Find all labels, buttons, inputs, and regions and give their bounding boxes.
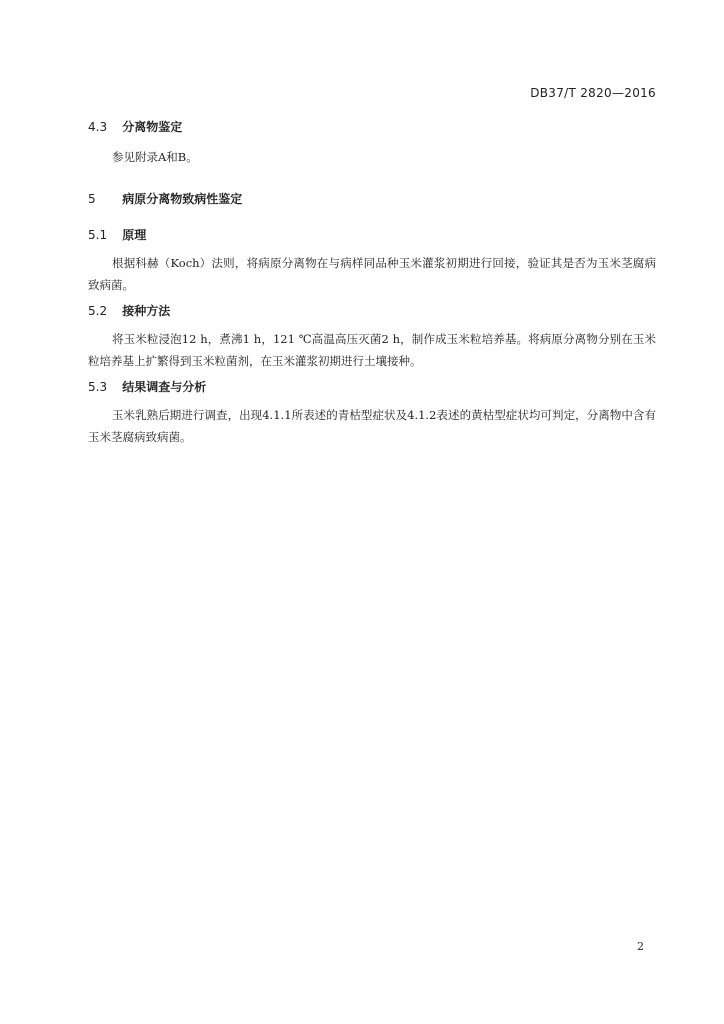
section-heading-5-1 xyxy=(88,226,656,244)
section-paragraph-5-3: 玉米乳熟后期进行调查，出现4.1.1所表述的青枯型症状及4.1.2表述的黄枯型症状均可判定，分离物中含有玉米茎腐病致病菌。 xyxy=(88,408,656,444)
section-number: 5.1 xyxy=(88,228,108,242)
section-title: 原理 xyxy=(122,228,147,242)
section-title: 结果调查与分析 xyxy=(122,380,207,394)
section-title: 病原分离物致病性鉴定 xyxy=(122,192,243,206)
section-heading-5-2 xyxy=(88,302,656,320)
section-number: 5 xyxy=(88,192,96,206)
section-heading-4-3 xyxy=(88,118,656,136)
section-number: 5.3 xyxy=(88,380,108,394)
section-title: 分离物鉴定 xyxy=(122,120,183,134)
section-number: 5.2 xyxy=(88,304,108,318)
document-body xyxy=(88,118,656,448)
document-code: DB37/T 2820—2016 xyxy=(530,86,656,100)
page-number: 2 xyxy=(637,940,644,953)
section-paragraph-5-1: 根据科赫（Koch）法则，将病原分离物在与病样同品种玉米灌浆初期进行回接，验证其是否为玉米茎腐病致病菌。 xyxy=(88,256,656,292)
section-title: 接种方法 xyxy=(122,304,171,318)
section-paragraph-5-2: 将玉米粒浸泡12 h，煮沸1 h，121 ℃高温高压灭菌2 h，制作成玉米粒培养基。将病原分离物分别在玉米粒培养基上扩繁得到玉米粒菌剂，在玉米灌浆初期进行土壤接种。 xyxy=(88,332,656,368)
section-heading-5-3 xyxy=(88,378,656,396)
section-heading-5 xyxy=(88,190,656,208)
section-number: 4.3 xyxy=(88,120,108,134)
section-paragraph-4-3: 参见附录A和B。 xyxy=(112,150,198,164)
